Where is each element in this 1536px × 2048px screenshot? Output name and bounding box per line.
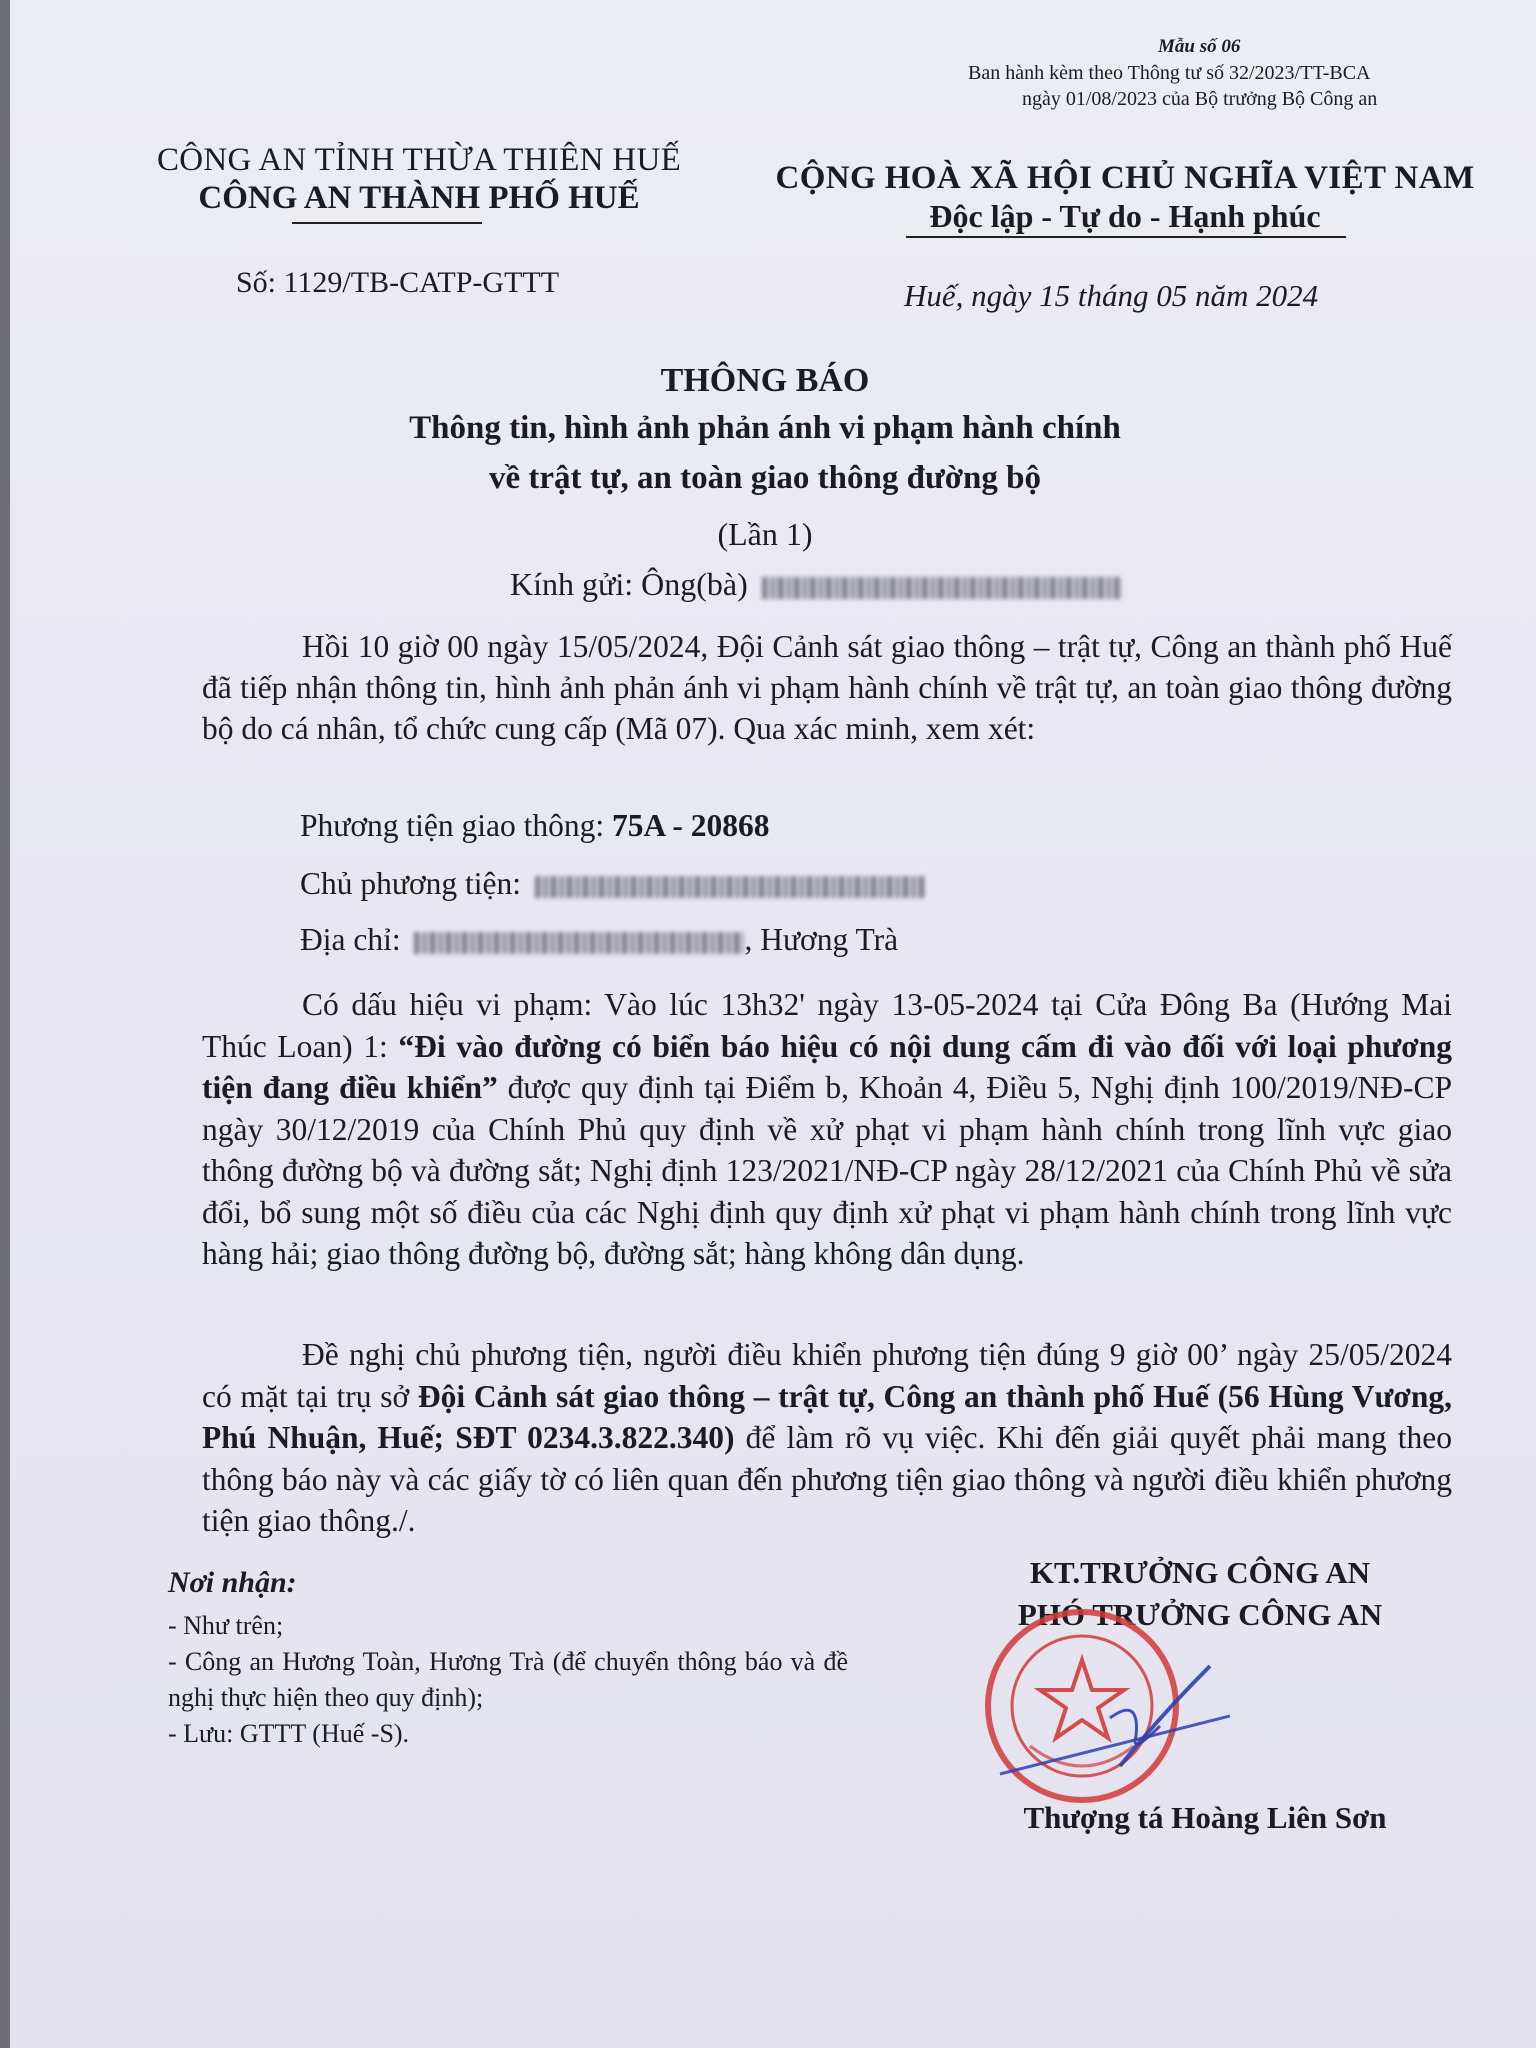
redacted-address: [414, 932, 744, 954]
form-number: Mẫu số 06: [1158, 36, 1241, 57]
motto-underline: [906, 236, 1346, 238]
request-prefix: Đề nghị chủ phương tiện, người điều khiển phương tiện đúng 9 giờ 00’ ngày 25/05/2024 có mặt tại trụ sở: [202, 1337, 1452, 1414]
vehicle-label: Phương tiện giao thông:: [300, 808, 612, 843]
issued-with: Ban hành kèm theo Thông tư số 32/2023/TT-BCA: [968, 62, 1371, 84]
recipient-item: - Lưu: GTTT (Huế -S).: [168, 1719, 410, 1748]
vehicle-field: [300, 808, 769, 844]
intro-text: Hồi 10 giờ 00 ngày 15/05/2024, Đội Cảnh sát giao thông – trật tự, Công an thành phố Huế đã tiếp nhận thông tin, hình ảnh phản ánh vi phạm hành chính về trật tự, an toàn giao thông đường bộ do cá nhân, tổ chức cung cấp (Mã 07). Qua xác minh, xem xét:: [202, 629, 1452, 746]
attempt-number: (Lần 1): [717, 516, 813, 552]
issued-date: ngày 01/08/2023 của Bộ trưởng Bộ Công an: [1022, 88, 1378, 110]
owner-field: [300, 866, 925, 902]
agency-unit: CÔNG AN THÀNH PHỐ HUẾ: [198, 180, 640, 216]
signature-title-2: PHÓ TRƯỞNG CÔNG AN: [1017, 1597, 1383, 1632]
recipient-item: - Như trên;: [168, 1611, 284, 1640]
recipients-title: Nơi nhận:: [168, 1566, 297, 1599]
official-seal: [960, 1596, 1230, 1806]
license-plate: 75A - 20868: [611, 808, 770, 843]
violation-paragraph: [202, 984, 1452, 1275]
violation-offense: “Đi vào đường có biển báo hiệu có nội dung cấm đi vào đối với loại phương tiện đang điều khiển”: [202, 1028, 1452, 1105]
recipients-block: [168, 1566, 848, 1752]
address-field: [300, 922, 898, 958]
document-number: Số: 1129/TB-CATP-GTTT: [236, 266, 560, 299]
document-title: THÔNG BÁO: [660, 362, 870, 399]
violation-suffix: được quy định tại Điểm b, Khoản 4, Điều 5, Nghị định 100/2019/NĐ-CP ngày 30/12/2019 của Chính Phủ quy định về xử phạt vi phạm hành chính trong lĩnh vực giao thông đường bộ và đường sắt; Nghị định 123/2021/NĐ-CP ngày 28/12/2021 của Chính Phủ về sửa đổi, bổ sung một số điều của các Nghị định quy định xử phạt vi phạm hành chính trong lĩnh vực hàng hải; giao thông đường bộ, đường sắt; hàng không dân dụng.: [202, 1070, 1452, 1271]
redacted-owner: [535, 876, 925, 898]
signature-title-1: KT.TRƯỞNG CÔNG AN: [1029, 1555, 1371, 1590]
recipient-item: - Công an Hương Toàn, Hương Trà (để chuyển thông báo và đề nghị thực hiện theo quy định);: [168, 1647, 848, 1712]
address-tail: , Hương Trà: [744, 922, 899, 957]
agency-underline: [292, 222, 482, 224]
address-label: Địa chỉ:: [300, 922, 409, 957]
addressee: [510, 566, 1122, 603]
document-page: [10, 0, 1536, 2048]
addressee-label: Kính gửi: Ông(bà): [510, 566, 748, 602]
agency-parent: CÔNG AN TỈNH THỪA THIÊN HUẾ: [156, 142, 682, 178]
request-paragraph: [202, 1334, 1452, 1542]
signer-name: Thượng tá Hoàng Liên Sơn: [1023, 1800, 1387, 1835]
request-place: Đội Cảnh sát giao thông – trật tự, Công an thành phố Huế (56 Hùng Vương, Phú Nhuận, Huế; SĐT 0234.3.822.340): [202, 1378, 1452, 1455]
place-date: Huế, ngày 15 tháng 05 năm 2024: [904, 278, 1319, 313]
owner-label: Chủ phương tiện:: [300, 866, 529, 901]
document-subtitle-2: về trật tự, an toàn giao thông đường bộ: [488, 460, 1041, 496]
document-subtitle-1: Thông tin, hình ảnh phản ánh vi phạm hành chính: [409, 410, 1121, 446]
intro-paragraph: [202, 626, 1452, 749]
motto: Độc lập - Tự do - Hạnh phúc: [929, 198, 1321, 234]
request-suffix: để làm rõ vụ việc. Khi đến giải quyết phải mang theo thông báo này và các giấy tờ có liên quan đến phương tiện giao thông và người điều khiển phương tiện giao thông./.: [202, 1420, 1452, 1538]
redacted-name: [762, 577, 1122, 599]
nation-title: CỘNG HOÀ XÃ HỘI CHỦ NGHĨA VIỆT NAM: [775, 160, 1475, 196]
violation-prefix: Có dấu hiệu vi phạm: Vào lúc 13h32' ngày 13-05-2024 tại Cửa Đông Ba (Hướng Mai Thúc Loan) 1:: [202, 987, 1452, 1064]
